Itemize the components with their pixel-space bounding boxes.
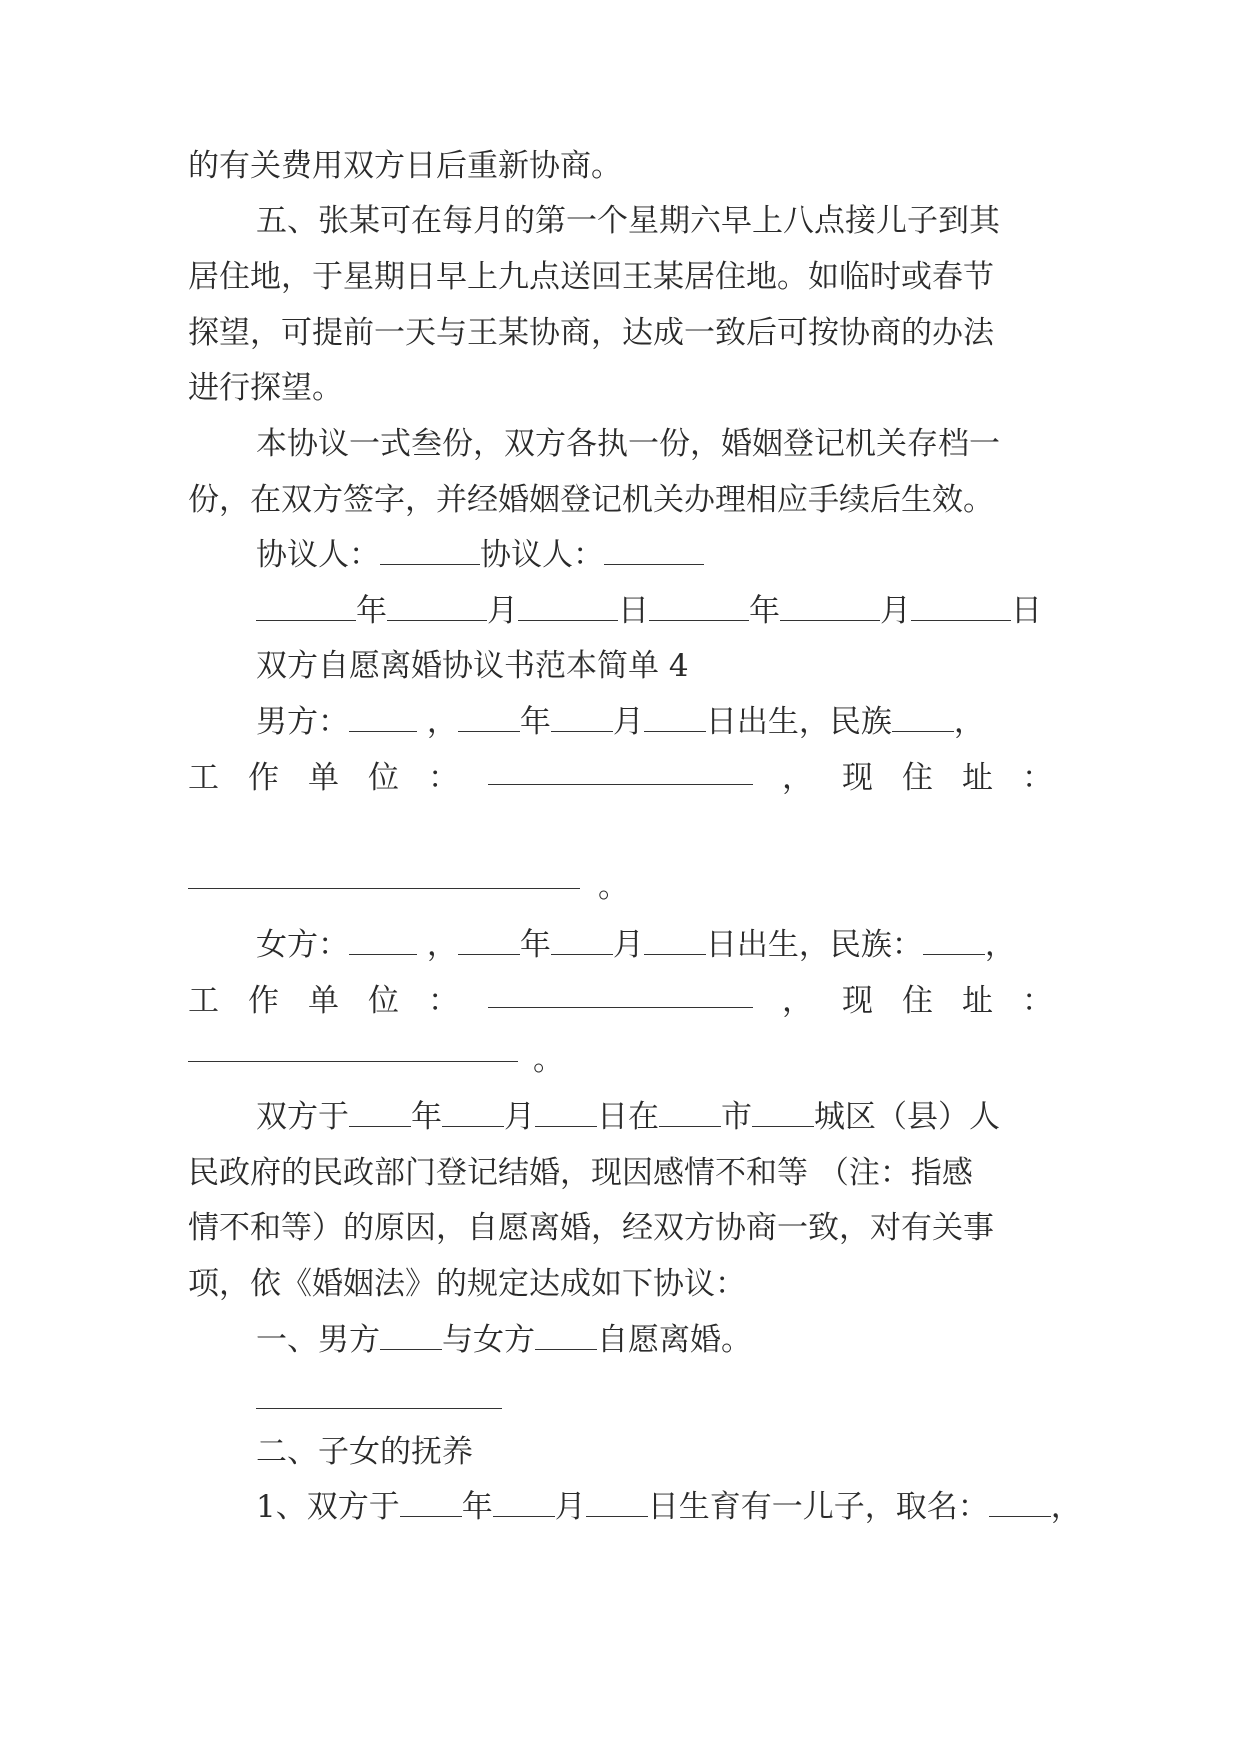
punctuation: 。: [533, 1042, 564, 1078]
label-char: 址: [962, 983, 993, 1019]
text-run: 日在: [597, 1099, 659, 1135]
blank-field: [458, 928, 520, 955]
label-char: ：: [1022, 760, 1053, 796]
blank-field: [493, 1490, 555, 1517]
blank-field: [586, 1490, 648, 1517]
date-unit: 月: [612, 927, 644, 963]
blank-field: [535, 1323, 597, 1350]
label-char: 住: [902, 760, 933, 796]
paragraph-line: 份，在双方签字，并经婚姻登记机关办理相应手续后生效。: [188, 482, 994, 518]
label-char: 位: [368, 983, 399, 1019]
blank-field: [387, 594, 487, 621]
label-char: 作: [248, 760, 279, 796]
text-run: 一、男方: [256, 1322, 380, 1358]
text-run: 市: [721, 1099, 752, 1135]
blank-field: [752, 1100, 814, 1127]
punctuation: ，: [953, 704, 985, 740]
paragraph-line: 五、张某可在每月的第一个星期六早上八点接儿子到其: [256, 203, 1000, 239]
article-line: [256, 1487, 1082, 1527]
paragraph-line: [256, 1097, 1053, 1137]
text-run: 与女方: [442, 1322, 535, 1358]
blank-field: [256, 594, 356, 621]
text-run: 1、双方于: [256, 1489, 400, 1525]
label-char: 现: [842, 983, 873, 1019]
blank-field: [535, 1100, 597, 1127]
paragraph-line: 情不和等）的原因，自愿离婚，经双方协商一致，对有关事: [188, 1210, 994, 1246]
field-label: 女方：: [256, 927, 349, 963]
date-unit: 年: [519, 927, 551, 963]
text-run: 城区（县）人: [814, 1099, 1000, 1135]
label-char: ，: [782, 760, 813, 796]
field-label: 男方：: [256, 704, 349, 740]
date-unit: 年: [749, 593, 780, 629]
female-work-line: [188, 981, 1053, 1021]
punctuation: 。: [598, 869, 629, 905]
label-char: 单: [308, 760, 339, 796]
blank-field: [488, 981, 753, 1008]
blank-field: [380, 1323, 442, 1350]
paragraph-line: 项，依《婚姻法》的规定达成如下协议：: [188, 1266, 746, 1302]
blank-field: [780, 594, 880, 621]
punctuation: ，: [426, 704, 458, 740]
punctuation: ，: [426, 927, 458, 963]
blank-field: [380, 538, 480, 565]
blank-field: [659, 1100, 721, 1127]
blank-field: [349, 1100, 411, 1127]
blank-field: [518, 594, 618, 621]
label-char: 工: [188, 760, 219, 796]
text-run: ，: [1050, 1489, 1082, 1525]
label-char: 位: [368, 760, 399, 796]
blank-field: [349, 705, 417, 732]
female-info-line: [256, 925, 1053, 965]
blank-field: [400, 1490, 462, 1517]
date-unit: 月: [612, 704, 644, 740]
paragraph-line: 本协议一式叁份，双方各执一份，婚姻登记机关存档一: [256, 426, 1000, 462]
signatory-label: 协议人：: [480, 537, 604, 573]
blank-field: [256, 1408, 502, 1409]
text-run: 双方于: [256, 1099, 349, 1135]
label-char: ：: [428, 983, 459, 1019]
label-char: 工: [188, 983, 219, 1019]
blank-field: [488, 758, 753, 785]
male-work-line: [188, 758, 1053, 798]
signatory-label: 协议人：: [256, 537, 380, 573]
date-unit: 日: [1011, 593, 1042, 629]
punctuation: ，: [984, 927, 1016, 963]
blank-field: [989, 1490, 1051, 1517]
date-unit: 年: [519, 704, 551, 740]
blank-field: [892, 705, 954, 732]
label-char: 址: [962, 760, 993, 796]
blank-field: [649, 594, 749, 621]
text-run: 月: [554, 1489, 586, 1525]
date-line: [256, 591, 1053, 631]
article-line: 二、子女的抚养: [256, 1434, 473, 1470]
blank-field: [551, 928, 613, 955]
text-run: 月: [504, 1099, 535, 1135]
text-run: 年: [461, 1489, 493, 1525]
field-label: 日出生，民族：: [705, 927, 923, 963]
label-char: 单: [308, 983, 339, 1019]
paragraph-line: 民政府的民政部门登记结婚，现因感情不和等 （注：指感: [188, 1155, 973, 1191]
male-info-line: [256, 702, 1053, 742]
paragraph-line: 进行探望。: [188, 370, 343, 406]
text-run: 年: [411, 1099, 442, 1135]
blank-field: [644, 928, 706, 955]
blank-field: [911, 594, 1011, 621]
article-line: [256, 1320, 1053, 1360]
blank-field: [442, 1100, 504, 1127]
section-heading: 双方自愿离婚协议书范本简单 4: [256, 648, 689, 684]
field-label: 日出生，民族: [705, 704, 892, 740]
label-char: ：: [428, 760, 459, 796]
blank-field: [604, 538, 704, 565]
date-unit: 日: [618, 593, 649, 629]
label-char: ，: [782, 983, 813, 1019]
label-char: 现: [842, 760, 873, 796]
paragraph-line: 的有关费用双方日后重新协商。: [188, 148, 622, 184]
blank-field: [551, 705, 613, 732]
text-run: 自愿离婚。: [597, 1322, 752, 1358]
blank-field: [644, 705, 706, 732]
paragraph-line: 居住地，于星期日早上九点送回王某居住地。如临时或春节: [188, 259, 994, 295]
label-char: ：: [1022, 983, 1053, 1019]
blank-field: [923, 928, 985, 955]
label-char: 住: [902, 983, 933, 1019]
date-unit: 年: [356, 593, 387, 629]
blank-field: [188, 1061, 518, 1062]
date-unit: 月: [487, 593, 518, 629]
text-run: 日生育有一儿子，取名：: [647, 1489, 989, 1525]
blank-field: [349, 928, 417, 955]
label-char: 作: [248, 983, 279, 1019]
paragraph-line: 探望，可提前一天与王某协商，达成一致后可按协商的办法: [188, 315, 994, 351]
blank-field: [458, 705, 520, 732]
date-unit: 月: [880, 593, 911, 629]
blank-field: [188, 888, 580, 889]
signature-line: [256, 535, 1053, 575]
